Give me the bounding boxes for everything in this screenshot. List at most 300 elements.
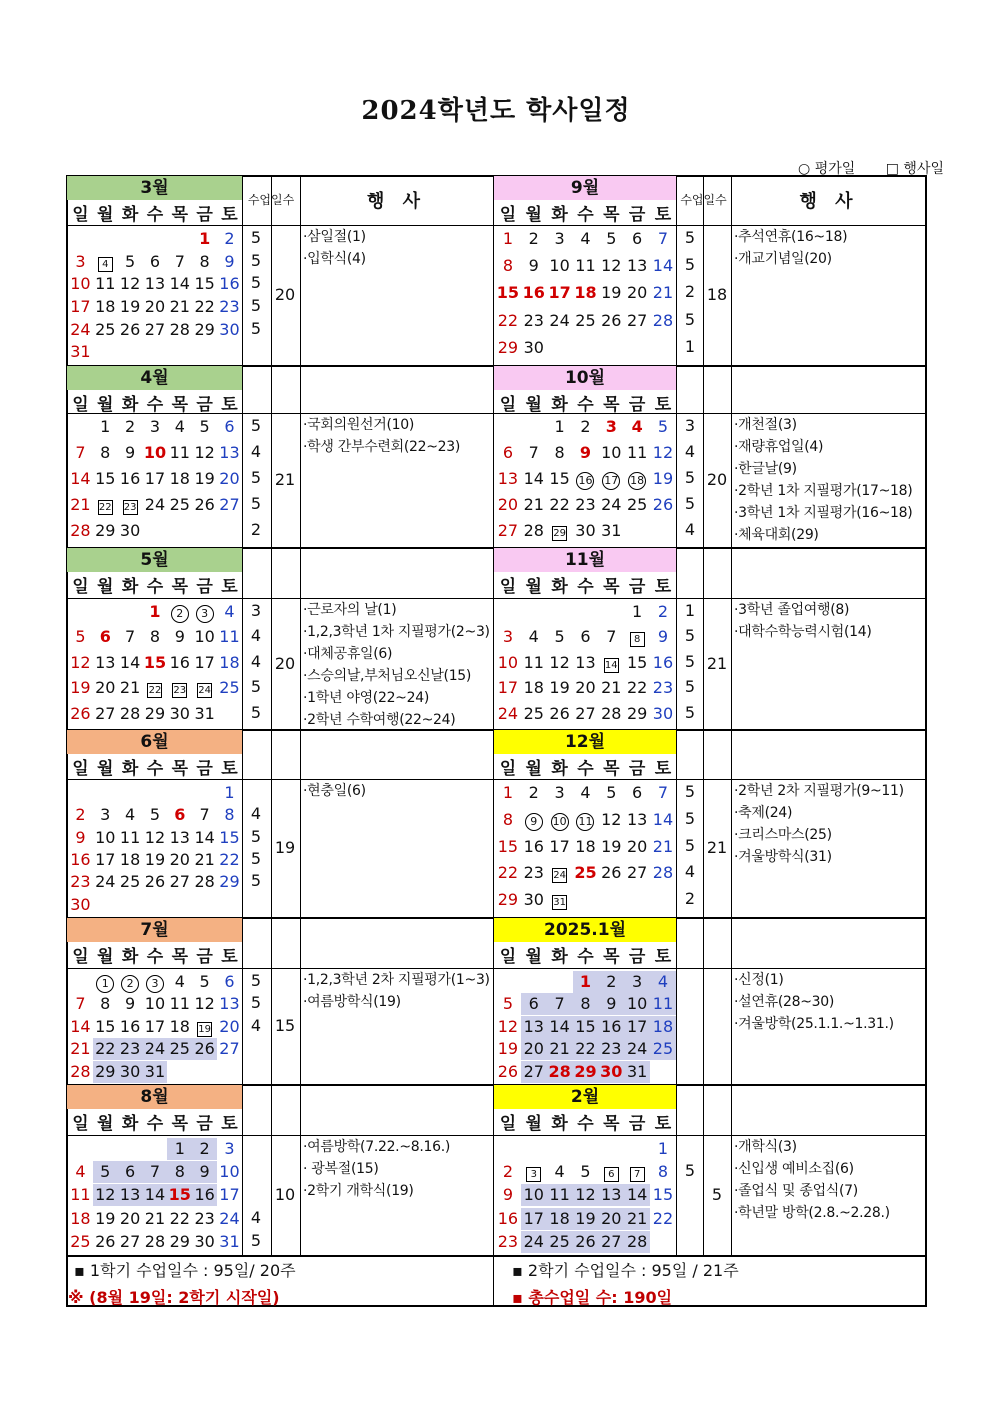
week-row	[68, 416, 242, 438]
week-row	[495, 1138, 676, 1160]
day-cell: 1	[224, 783, 235, 802]
day-cell: 24	[219, 1208, 240, 1228]
day-cell: 12	[601, 256, 622, 276]
week-row	[495, 520, 676, 542]
day-cell	[598, 889, 624, 911]
weekday-label: 일	[72, 1114, 89, 1134]
weekly-school-days: 3	[250, 601, 262, 620]
day-cell: 9	[502, 1185, 514, 1205]
week-row	[495, 703, 676, 725]
day-cell: 12	[601, 809, 622, 829]
weekday-label: 화	[551, 1114, 568, 1134]
day-cell: 10	[143, 443, 167, 462]
day-cell: 13	[219, 994, 240, 1014]
weekday-label: 목	[171, 395, 189, 415]
weekly-school-days: 5	[250, 677, 262, 697]
week-row	[495, 862, 676, 884]
day-cell	[118, 971, 143, 993]
weekly-school-days: 5	[250, 318, 262, 338]
day-cell: 25	[650, 1038, 676, 1060]
eval-day-circle: 2	[171, 605, 189, 623]
day-cell: 22	[497, 310, 519, 330]
day-cell: 29	[93, 1061, 118, 1083]
weekday-row	[495, 942, 676, 967]
event-item: ·졸업식 및 종업식(7)	[734, 1183, 858, 1199]
day-cell: 14	[70, 469, 91, 488]
day-cell: 5	[606, 783, 617, 802]
weekday-label: 월	[525, 759, 542, 779]
weekday-label: 목	[603, 577, 620, 597]
day-cell: 22	[93, 1038, 118, 1060]
footer-total: ▪ 총수업일 수: 190일	[512, 1288, 673, 1307]
weekly-school-days: 5	[684, 651, 696, 671]
day-cell	[192, 341, 217, 363]
weekday-label: 화	[551, 395, 568, 415]
day-cell: 24	[144, 495, 166, 514]
day-cell	[521, 809, 547, 831]
week-row	[495, 310, 676, 332]
day-cell	[547, 520, 573, 542]
day-cell: 22	[549, 495, 570, 514]
day-cell: 19	[119, 297, 141, 316]
week-row	[495, 1061, 676, 1083]
week-row	[495, 836, 676, 858]
weekly-school-days: 4	[250, 626, 262, 646]
day-cell: 20	[144, 297, 166, 316]
monthly-school-days: 18	[706, 285, 728, 304]
day-cell: 22	[219, 850, 240, 869]
day-cell: 12	[497, 1016, 519, 1036]
weekly-school-days: 5	[250, 228, 262, 247]
day-cell: 23	[194, 1208, 215, 1228]
day-cell	[192, 894, 217, 916]
eval-day-circle: 10	[551, 813, 569, 831]
day-cell	[521, 601, 547, 623]
weekday-label: 목	[171, 577, 189, 597]
event-item: ·겨울방학(25.1.1.~1.31.)	[734, 1016, 894, 1032]
day-cell: 14	[624, 1184, 650, 1206]
day-cell: 17	[144, 469, 166, 488]
month-events	[734, 1136, 890, 1224]
day-cell: 15	[497, 836, 519, 856]
day-cell: 1	[502, 783, 514, 802]
day-cell: 25	[169, 495, 190, 514]
day-cell: 7	[657, 229, 669, 248]
day-cell: 3	[605, 417, 617, 436]
day-cell: 7	[75, 994, 86, 1014]
day-cell: 12	[119, 274, 141, 294]
weekday-label: 금	[628, 577, 646, 597]
event-day-box: 23	[123, 502, 137, 513]
eval-day-circle: 2	[121, 975, 139, 993]
week-row	[68, 296, 242, 318]
weekday-label: 일	[499, 395, 517, 415]
weekday-label: 토	[221, 1114, 238, 1134]
day-cell: 3	[554, 783, 565, 802]
week-row	[68, 1038, 242, 1060]
day-cell: 8	[199, 251, 210, 271]
day-cell: 25	[70, 1231, 91, 1251]
day-cell	[547, 971, 573, 993]
column-divider	[242, 175, 243, 1255]
day-cell	[192, 782, 217, 804]
day-cell: 7	[606, 627, 617, 647]
day-cell: 11	[575, 256, 596, 276]
day-cell: 31	[219, 1231, 240, 1251]
day-cell	[547, 809, 573, 831]
week-row	[495, 416, 676, 438]
eval-day-circle: 9	[525, 813, 543, 831]
week-row	[68, 228, 242, 250]
weekday-label: 일	[499, 205, 517, 225]
day-cell	[217, 341, 242, 363]
day-cell	[650, 337, 676, 359]
day-cell: 9	[75, 827, 86, 847]
event-item: ·2학년 수학여행(22~24)	[303, 712, 456, 728]
column-divider	[271, 175, 272, 1255]
day-cell	[573, 337, 599, 359]
day-cell: 12	[93, 1184, 118, 1206]
events-header: 행 사	[799, 191, 859, 212]
day-cell	[192, 1061, 217, 1083]
eval-day-circle: 11	[576, 813, 594, 831]
week-row	[495, 809, 676, 831]
weekday-label: 토	[221, 395, 238, 415]
week-row	[68, 1061, 242, 1083]
day-cell: 1	[632, 602, 643, 621]
day-cell: 29	[95, 521, 116, 540]
weekday-row	[68, 754, 242, 779]
day-cell: 6	[149, 251, 161, 271]
event-item: ·개학식(3)	[734, 1139, 797, 1155]
weekday-label: 목	[603, 395, 620, 415]
day-cell: 5	[199, 972, 210, 991]
day-cell: 8	[224, 805, 235, 825]
weekly-school-days: 4	[250, 1207, 262, 1227]
day-cell: 11	[119, 827, 141, 847]
day-cell: 28	[601, 703, 622, 723]
day-cell	[167, 894, 192, 916]
weekday-label: 수	[577, 205, 594, 225]
day-cell	[650, 1231, 676, 1253]
day-cell: 9	[192, 1161, 217, 1183]
weekly-school-days: 5	[250, 871, 262, 891]
day-cell	[93, 1138, 118, 1160]
day-cell: 14	[194, 827, 215, 847]
day-cell: 25	[167, 1038, 192, 1060]
day-cell	[118, 601, 143, 623]
day-cell	[192, 520, 217, 542]
weekday-label: 금	[628, 759, 646, 779]
day-cell	[118, 341, 143, 363]
day-cell: 17	[144, 1016, 166, 1036]
event-item: ·신입생 예비소집(6)	[734, 1161, 854, 1177]
day-cell: 4	[554, 1162, 565, 1182]
day-cell: 17	[549, 836, 570, 856]
week-row	[68, 703, 242, 725]
day-cell: 26	[601, 310, 622, 330]
weekday-row	[68, 572, 242, 597]
week-row	[68, 520, 242, 542]
day-cell: 13	[169, 827, 190, 847]
day-cell: 9	[528, 256, 539, 276]
day-cell: 4	[528, 627, 539, 647]
day-cell: 23	[523, 310, 544, 330]
day-cell	[598, 468, 624, 490]
day-cell: 20	[219, 1016, 240, 1036]
day-cell: 16	[598, 1016, 624, 1038]
day-cell	[624, 337, 650, 359]
weekday-row	[68, 200, 242, 225]
day-cell: 13	[626, 809, 648, 829]
day-cell	[143, 971, 168, 993]
weekly-school-days: 5	[684, 494, 696, 513]
day-cell	[167, 601, 192, 623]
day-cell: 15	[496, 283, 520, 303]
weekday-label: 목	[603, 205, 620, 225]
day-cell	[547, 862, 573, 884]
weekday-label: 일	[72, 759, 89, 779]
day-cell: 14	[70, 1016, 91, 1036]
day-cell: 2	[580, 417, 591, 436]
weekday-row	[495, 754, 676, 779]
weekly-school-days: 5	[250, 849, 262, 868]
week-row	[495, 282, 676, 304]
week-row	[495, 652, 676, 674]
day-cell: 22	[169, 1208, 190, 1228]
day-cell: 24	[143, 1038, 168, 1060]
day-cell	[521, 971, 547, 993]
day-cell: 29	[194, 319, 215, 339]
day-cell: 6	[632, 229, 643, 248]
month-header: 5월	[67, 548, 242, 572]
day-cell: 1	[100, 417, 111, 436]
day-cell	[93, 601, 118, 623]
day-cell: 24	[497, 703, 519, 723]
day-cell: 9	[657, 627, 669, 647]
day-cell: 4	[174, 972, 185, 991]
day-cell: 3	[502, 627, 514, 647]
day-cell	[217, 520, 242, 542]
day-cell: 2	[224, 229, 235, 248]
event-item: ·3학년 졸업여행(8)	[734, 602, 850, 618]
event-item: ·축제(24)	[734, 805, 793, 821]
footer-sem2: ▪ 2학기 수업일수 : 95일 / 21주	[512, 1261, 739, 1280]
day-cell: 9	[174, 627, 185, 647]
day-cell: 7	[657, 783, 669, 802]
day-cell: 20	[626, 283, 648, 303]
day-cell: 16	[169, 652, 190, 672]
week-row	[68, 1016, 242, 1038]
weekday-label: 토	[654, 577, 672, 597]
day-cell: 31	[70, 342, 91, 362]
weekday-label: 월	[97, 205, 114, 225]
day-cell: 5	[93, 1161, 118, 1183]
day-cell: 15	[549, 469, 570, 488]
weekday-label: 목	[603, 947, 620, 967]
event-item: ·현충일(6)	[303, 783, 366, 799]
day-cell: 28	[624, 1231, 650, 1253]
weekly-school-days: 2	[684, 282, 696, 302]
event-item: ·2학년 2차 지필평가(9~11)	[734, 783, 904, 799]
day-cell	[573, 468, 599, 490]
day-cell: 20	[626, 836, 648, 856]
day-cell: 4	[125, 805, 136, 825]
column-divider	[731, 175, 732, 1255]
day-cell: 12	[70, 652, 91, 672]
day-cell: 28	[523, 521, 544, 540]
weekday-label: 수	[577, 395, 594, 415]
day-cell	[118, 228, 143, 250]
week-row	[495, 442, 676, 464]
day-cell: 28	[70, 1061, 91, 1081]
weekly-school-days: 5	[684, 468, 696, 487]
day-cell: 15	[219, 827, 240, 847]
weekday-label: 금	[196, 395, 213, 415]
weekly-school-days: 4	[250, 442, 262, 461]
day-cell: 31	[601, 521, 622, 540]
day-cell: 18	[219, 652, 240, 672]
day-cell: 6	[521, 993, 547, 1015]
day-cell	[598, 1161, 624, 1183]
month-events	[734, 780, 904, 868]
day-cell	[192, 677, 217, 699]
weekday-label: 화	[551, 577, 568, 597]
week-row	[495, 337, 676, 359]
day-cell: 21	[144, 1208, 166, 1228]
day-cell: 15	[95, 1016, 116, 1036]
weekday-label: 토	[221, 205, 238, 225]
day-cell: 27	[497, 521, 519, 540]
day-cell: 27	[626, 863, 648, 883]
weekly-school-days: 5	[250, 971, 262, 990]
day-cell: 13	[626, 256, 648, 276]
legend-event: □ 행사일	[885, 161, 944, 177]
day-cell	[217, 703, 242, 725]
day-cell: 23	[652, 678, 674, 698]
event-item: ·2학년 1차 지필평가(17~18)	[734, 483, 913, 499]
day-cell	[624, 626, 650, 648]
day-cell: 13	[118, 1184, 143, 1206]
day-cell	[118, 782, 143, 804]
day-cell: 16	[497, 1208, 519, 1228]
day-cell: 21	[523, 495, 544, 514]
day-cell: 2	[598, 971, 624, 993]
day-cell: 24	[70, 319, 91, 339]
event-item: ·겨울방학식(31)	[734, 849, 832, 865]
weekday-label: 목	[603, 759, 620, 779]
month-events	[303, 780, 366, 802]
day-cell: 20	[575, 678, 596, 698]
weekday-label: 일	[72, 205, 89, 225]
day-cell: 15	[168, 1185, 191, 1205]
event-item: ·신정(1)	[734, 972, 784, 988]
week-row	[68, 782, 242, 804]
week-row	[495, 255, 676, 277]
day-cell: 2	[125, 417, 136, 436]
day-cell: 6	[174, 805, 186, 825]
day-cell: 19	[95, 1208, 116, 1228]
day-cell: 29	[169, 1231, 190, 1251]
day-cell: 21	[119, 678, 141, 698]
day-cell: 21	[547, 1038, 573, 1060]
monthly-school-days: 20	[274, 653, 296, 673]
week-row	[495, 1016, 676, 1038]
day-cell: 28	[144, 1231, 166, 1251]
monthly-school-days: 10	[274, 1185, 296, 1204]
week-row	[68, 677, 242, 699]
eval-day-circle: 16	[576, 472, 594, 490]
week-row	[68, 971, 242, 993]
weekly-school-days: 5	[684, 702, 696, 722]
day-cell: 9	[579, 443, 592, 462]
day-cell: 15	[652, 1185, 674, 1205]
event-day-box: 24	[198, 685, 211, 697]
day-cell: 6	[580, 627, 591, 647]
weekly-school-days: 2	[250, 520, 262, 539]
weekday-label: 화	[551, 205, 568, 225]
day-cell: 23	[497, 1231, 519, 1251]
day-cell: 6	[632, 783, 643, 802]
event-day-box: 7	[630, 1167, 645, 1182]
day-cell: 27	[626, 310, 648, 330]
day-cell: 25	[119, 872, 141, 892]
day-cell: 31	[624, 1061, 650, 1083]
day-cell: 15	[143, 652, 167, 672]
day-cell: 16	[219, 274, 240, 294]
weekday-label: 화	[551, 947, 568, 967]
day-cell: 23	[523, 863, 544, 883]
day-cell: 7	[174, 251, 185, 271]
event-day-box: 3	[526, 1167, 541, 1182]
week-row	[495, 626, 676, 648]
day-cell: 27	[598, 1231, 624, 1253]
weekly-school-days: 4	[684, 442, 696, 461]
day-cell: 28	[194, 872, 215, 892]
day-cell: 8	[502, 256, 514, 276]
day-cell: 11	[650, 993, 676, 1015]
day-cell: 25	[219, 678, 240, 698]
day-cell: 7	[547, 993, 573, 1015]
event-item: ·입학식(4)	[303, 251, 366, 267]
weekday-label: 월	[525, 205, 542, 225]
day-cell: 25	[523, 703, 544, 723]
month-header: 10월	[494, 366, 676, 390]
month-header: 11월	[494, 548, 676, 572]
day-cell	[93, 971, 118, 993]
weekday-label: 금	[196, 759, 213, 779]
day-cell: 2	[502, 1162, 514, 1182]
day-cell: 23	[219, 297, 240, 316]
day-cell: 6	[502, 443, 514, 462]
day-cell	[118, 894, 143, 916]
weekday-label: 토	[221, 947, 238, 967]
day-cell: 18	[169, 1016, 190, 1036]
day-cell	[573, 889, 599, 911]
week-row	[495, 494, 676, 516]
week-row	[68, 494, 242, 516]
day-cell: 26	[549, 703, 570, 723]
day-cell	[598, 337, 624, 359]
day-cell	[93, 894, 118, 916]
day-cell: 21	[624, 1208, 650, 1230]
month-header: 4월	[67, 366, 242, 390]
month-header: 2월	[494, 1085, 676, 1109]
day-cell	[521, 1138, 547, 1160]
day-cell: 2	[192, 1138, 217, 1160]
weekday-label: 월	[97, 395, 114, 415]
day-cell: 4	[650, 971, 676, 993]
